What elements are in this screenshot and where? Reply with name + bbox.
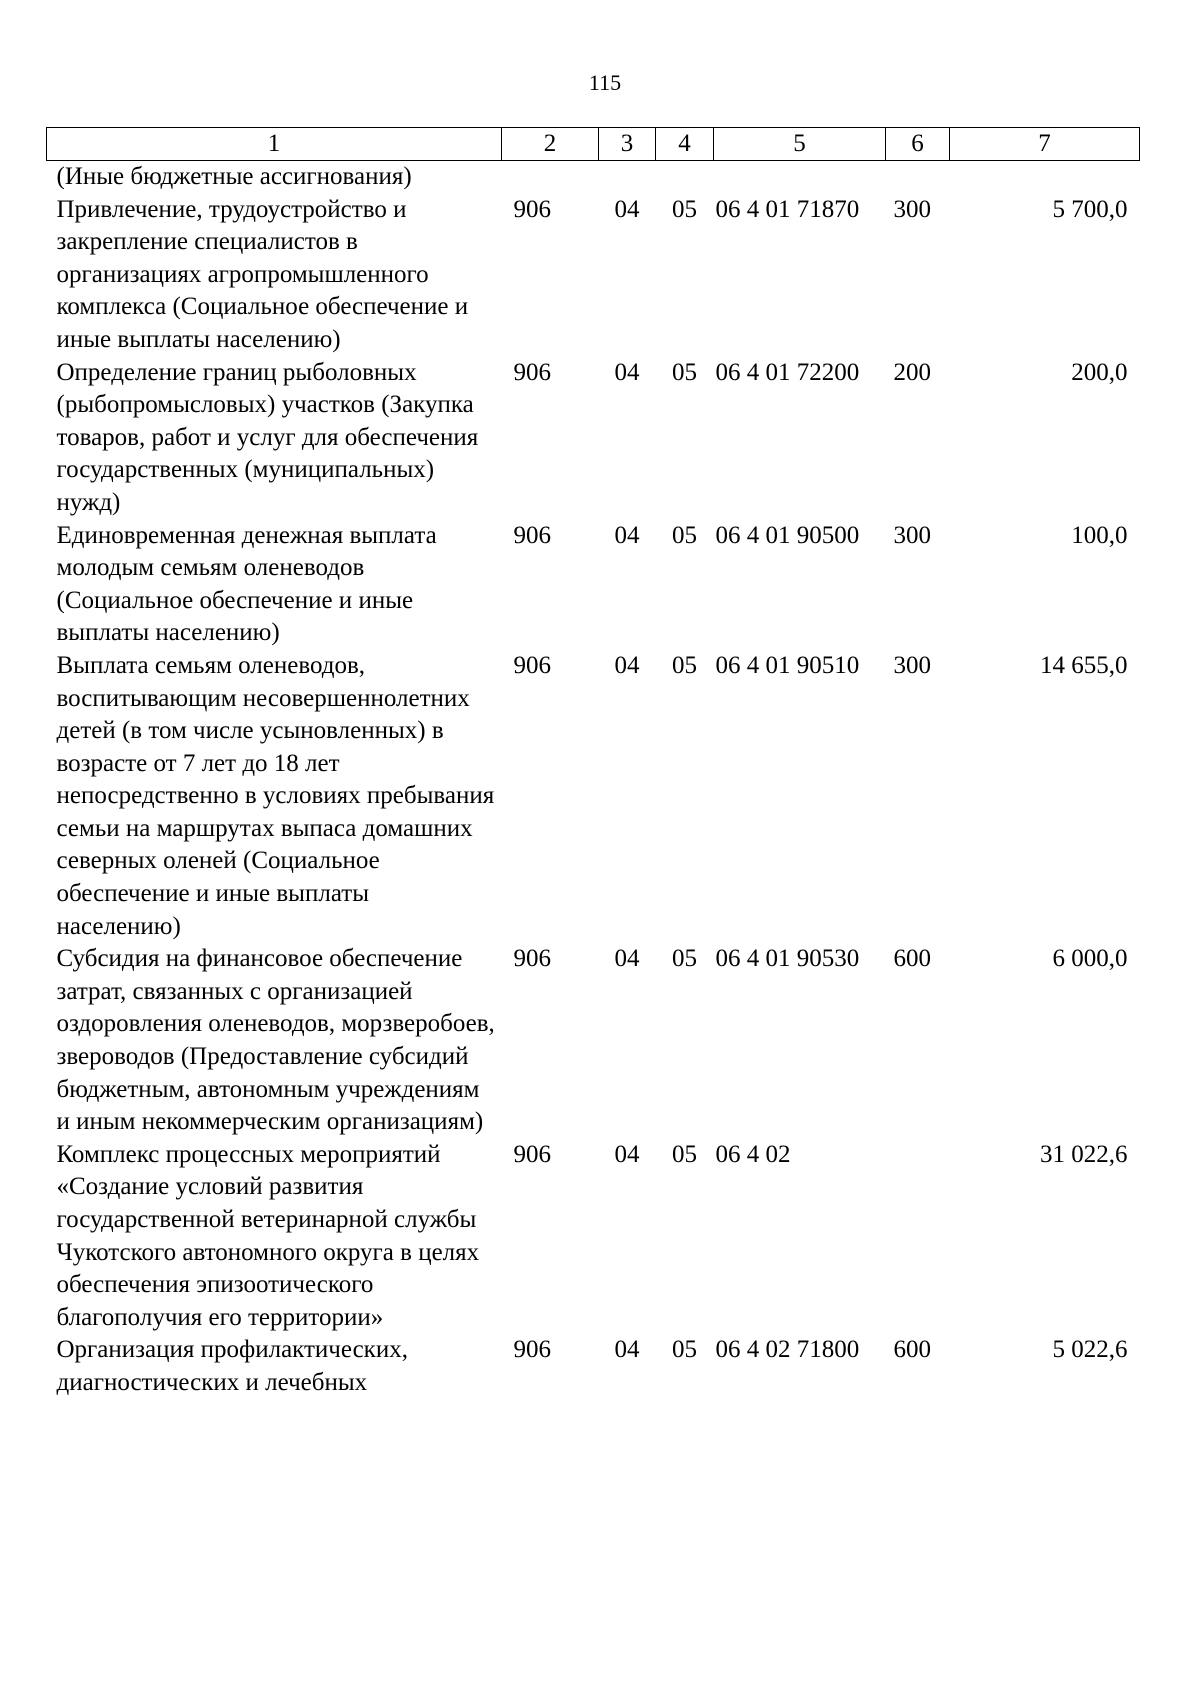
table-row — [47, 650, 1140, 943]
row-target-article: 06 4 01 72200 — [715, 358, 860, 386]
table-row — [47, 357, 1140, 520]
page-number: 115 — [588, 70, 622, 95]
row-subsection — [656, 161, 714, 194]
table-row — [47, 194, 1140, 357]
row-section — [599, 161, 656, 194]
row-name: Выплата семьям оленеводов, воспитывающим несовершеннолетних детей (в том числе усыновленных) в возрасте от 7 лет до 18 лет непосредственно в условиях пребывания семьи на маршрутах выпаса домашних северных оленей (Социальное обеспечение и иные выплаты населению) — [56, 651, 495, 940]
row-admin-code: 906 — [513, 1140, 551, 1168]
table-row — [47, 1334, 1140, 1399]
table-row — [47, 1139, 1140, 1335]
row-sum: 31 022,6 — [1040, 1140, 1128, 1168]
row-subsection: 05 — [672, 651, 697, 679]
row-sum: 6 000,0 — [1052, 945, 1128, 973]
header-col-6: 6 — [886, 128, 950, 161]
header-col-3: 3 — [599, 128, 656, 161]
row-admin-code — [502, 161, 599, 194]
row-subsection: 05 — [672, 195, 697, 223]
header-row — [47, 128, 1140, 161]
row-name: Субсидия на финансовое обеспечение затрат, связанных с организацией оздоровления оленеводов, морзверобоев, звероводов (Предоставление субсидий бюджетным, автономным учреждениям и иным некоммерческим организациям) — [56, 945, 495, 1136]
row-section: 04 — [614, 521, 640, 549]
row-section: 04 — [614, 1336, 640, 1364]
budget-table — [46, 127, 1140, 1400]
table-row — [47, 520, 1140, 650]
row-admin-code: 906 — [513, 195, 551, 223]
table-header — [47, 128, 1140, 161]
row-subsection: 05 — [672, 1336, 697, 1364]
header-col-2: 2 — [502, 128, 599, 161]
row-admin-code: 906 — [513, 358, 551, 386]
row-name: Комплекс процессных мероприятий «Создание условий развития государственной ветеринарной службы Чукотского автономного округа в целях обеспечения эпизоотического благополучия его территории» — [56, 1140, 480, 1331]
row-expense-type: 600 — [893, 1336, 931, 1364]
row-sum: 5 700,0 — [1052, 195, 1128, 223]
header-col-5: 5 — [714, 128, 886, 161]
row-target-article: 06 4 01 71870 — [715, 195, 860, 223]
row-section: 04 — [614, 195, 640, 223]
header-col-7: 7 — [950, 128, 1140, 161]
row-expense-type: 200 — [893, 358, 931, 386]
row-target-article: 06 4 02 — [715, 1140, 791, 1168]
row-target-article: 06 4 01 90530 — [715, 945, 860, 973]
row-sum: 200,0 — [1071, 358, 1128, 386]
header-col-1: 1 — [47, 128, 502, 161]
row-expense-type: 600 — [893, 945, 931, 973]
row-name: (Иные бюджетные ассигнования) — [56, 163, 412, 190]
row-name: Единовременная денежная выплата молодым семьям оленеводов (Социальное обеспечение и иные выплаты населению) — [56, 521, 437, 647]
row-expense-type: 300 — [893, 195, 931, 223]
row-subsection: 05 — [672, 521, 697, 549]
row-admin-code: 906 — [513, 945, 551, 973]
row-admin-code: 906 — [513, 521, 551, 549]
row-sum: 5 022,6 — [1052, 1336, 1128, 1364]
row-section: 04 — [614, 358, 640, 386]
row-subsection: 05 — [672, 1140, 697, 1168]
row-sum: 100,0 — [1071, 521, 1128, 549]
row-sum — [950, 161, 1140, 194]
row-section: 04 — [614, 945, 640, 973]
row-name: Организация профилактических, диагностических и лечебных — [56, 1336, 408, 1396]
row-expense-type: 300 — [893, 651, 931, 679]
row-section: 04 — [614, 1140, 640, 1168]
row-expense-type — [886, 1139, 950, 1335]
row-name: Привлечение, трудоустройство и закрепление специалистов в организациях агропромышленного комплекса (Социальное обеспечение и иные выплаты населению) — [56, 195, 469, 353]
row-subsection: 05 — [672, 358, 697, 386]
row-expense-type: 300 — [893, 521, 931, 549]
row-admin-code: 906 — [513, 1336, 551, 1364]
row-expense-type — [886, 161, 950, 194]
table-row — [47, 161, 1140, 194]
row-subsection: 05 — [672, 945, 697, 973]
row-target-article: 06 4 01 90510 — [715, 651, 860, 679]
row-section: 04 — [614, 651, 640, 679]
header-col-4: 4 — [656, 128, 714, 161]
row-target-article: 06 4 01 90500 — [715, 521, 860, 549]
row-target-article: 06 4 02 71800 — [715, 1336, 860, 1364]
row-target-article — [714, 161, 886, 194]
row-name: Определение границ рыболовных (рыбопромысловых) участков (Закупка товаров, работ и услуг для обеспечения государственных (муниципальных) нужд) — [56, 358, 479, 516]
row-sum: 14 655,0 — [1040, 651, 1128, 679]
table-row — [47, 943, 1140, 1139]
row-admin-code: 906 — [513, 651, 551, 679]
table-body — [47, 161, 1140, 1400]
